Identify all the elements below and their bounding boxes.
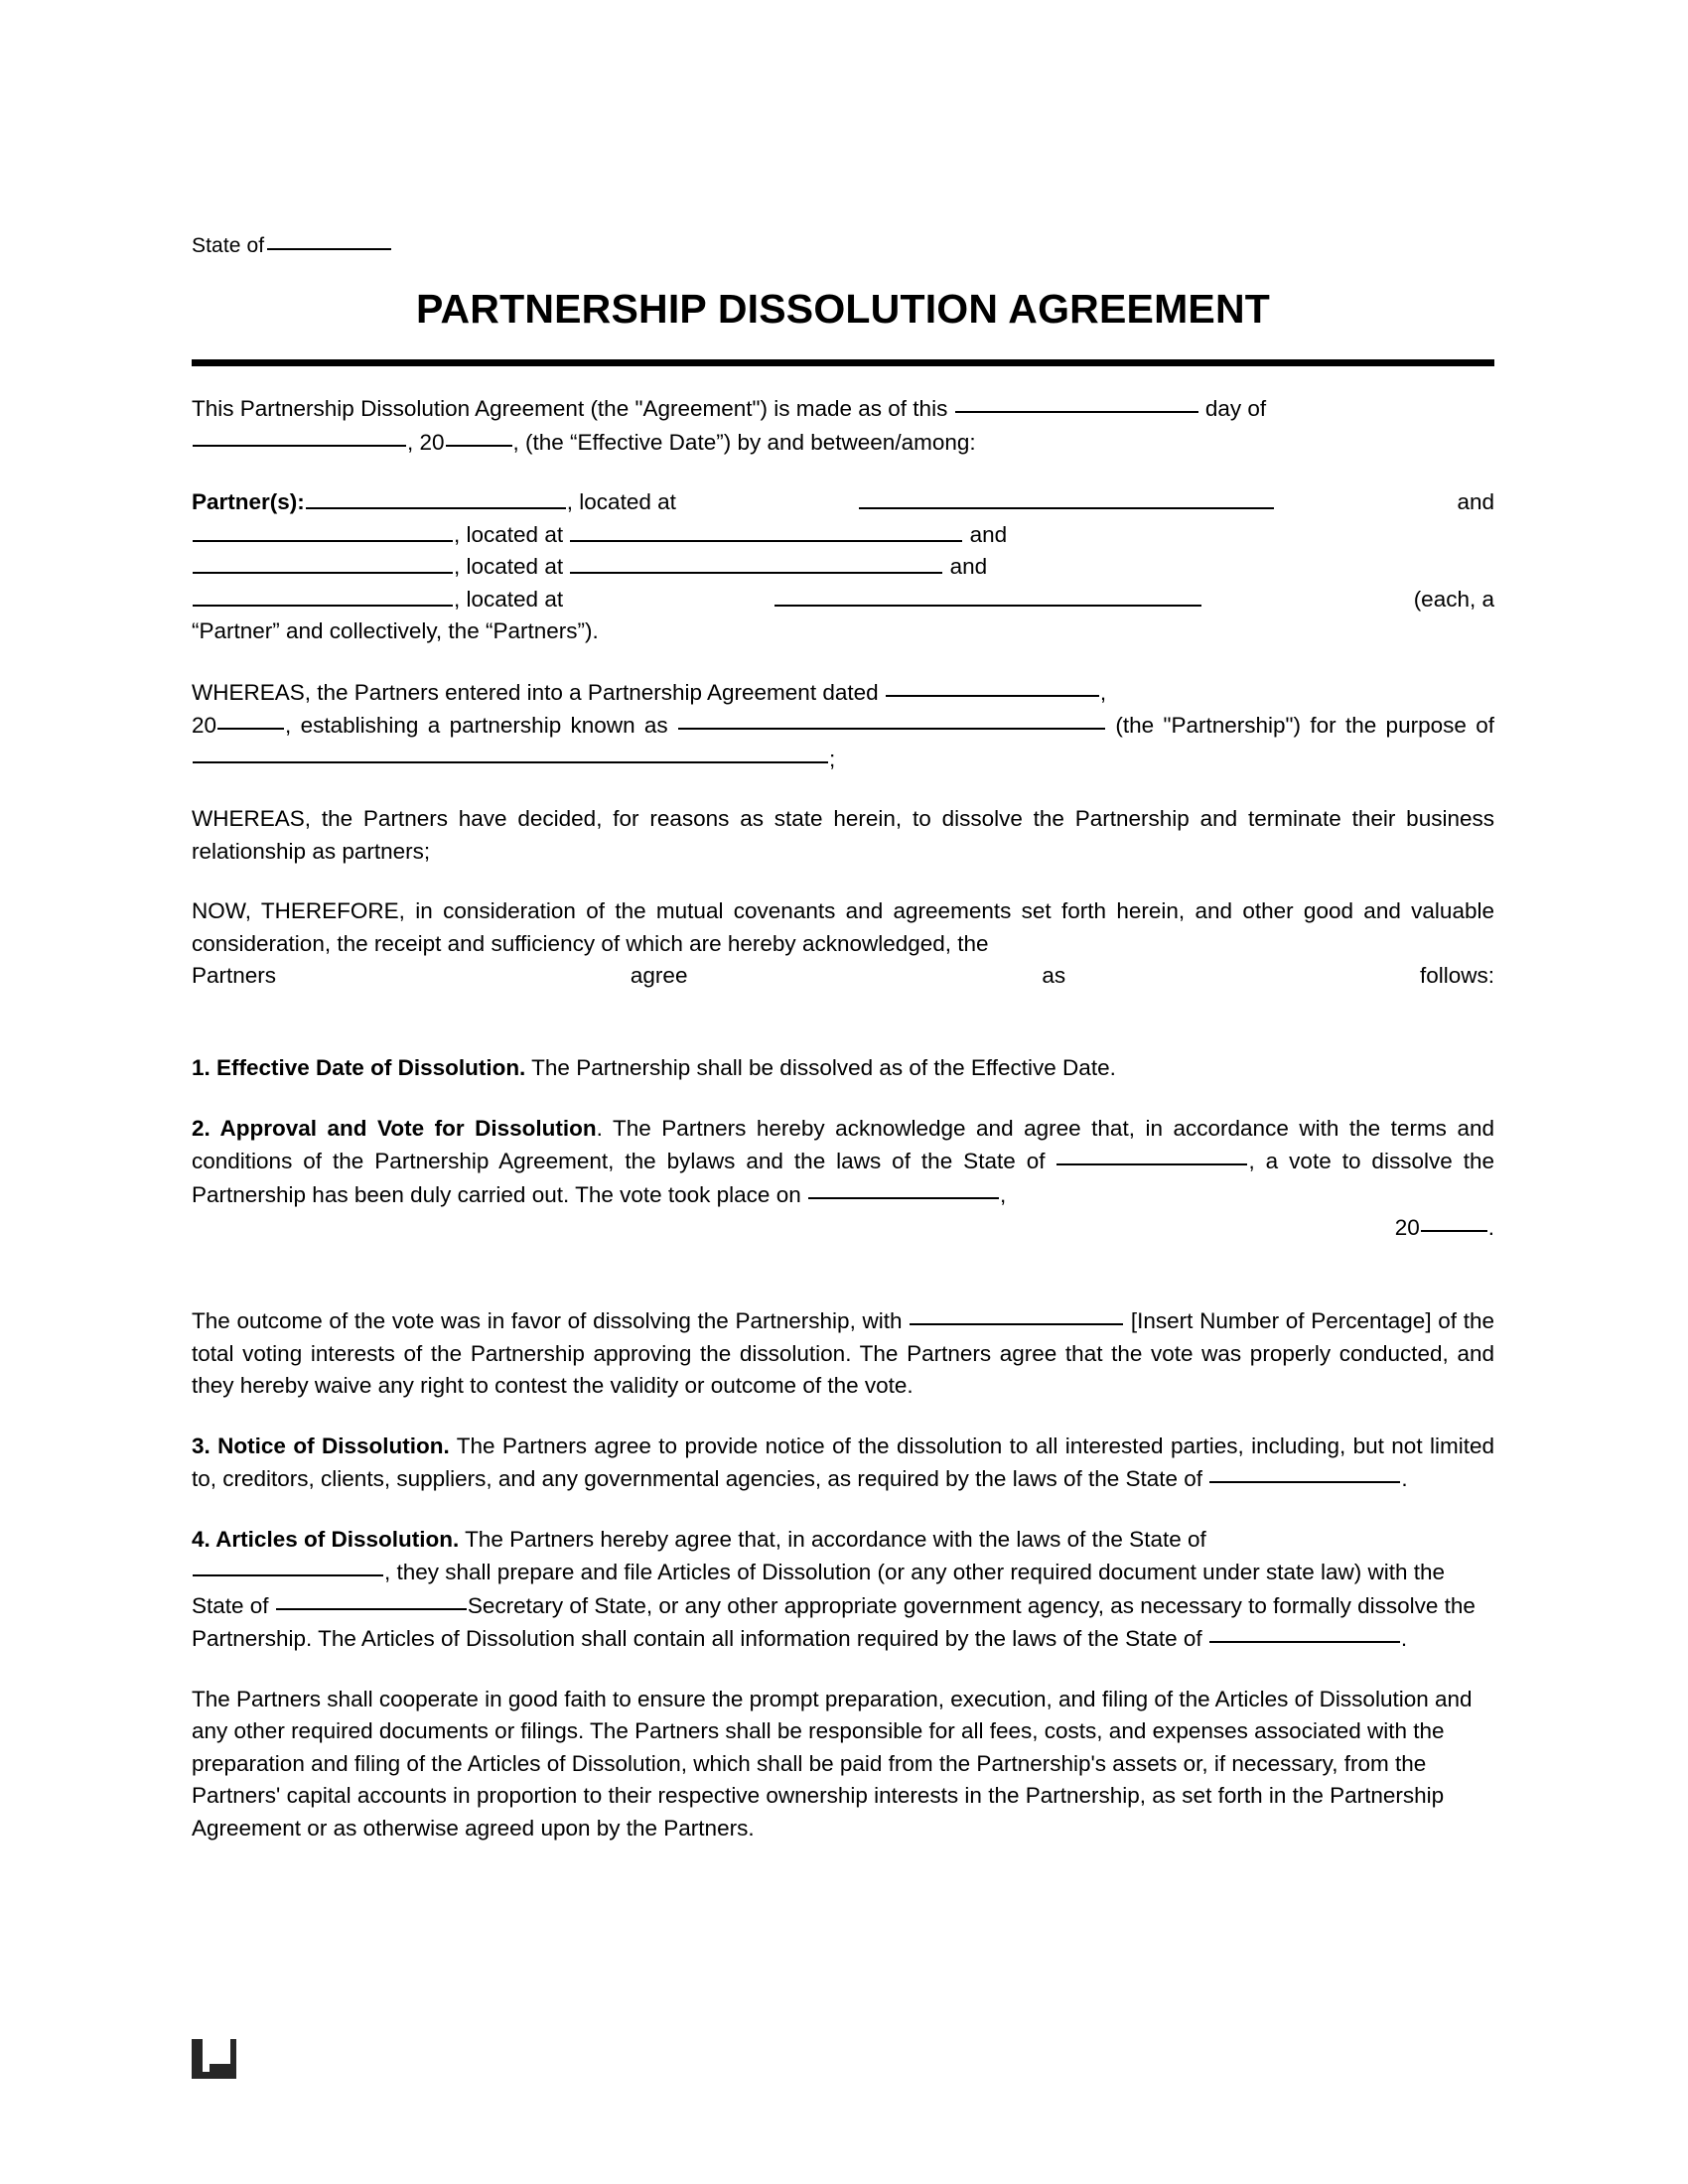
section-2-text-e: . [1487,1215,1494,1240]
whereas-1-text-5: (the "Partnership") for the purpose of [1115,713,1494,738]
partner-1-sep: , [566,489,580,514]
section-3-heading: 3. Notice of Dissolution. [192,1433,450,1458]
whereas-1-paragraph [192,676,1494,776]
vote-outcome-text-2: [Insert Number of Percentage] of the total voting interests of the Partnership approving the dissolution. The Partners agree that the vote was properly conducted, and they hereby waive any right to contest the validity or outcome of the vote. [192,1308,1494,1398]
partner-2-sep: , [454,521,467,547]
now-therefore-text-2: Partners agree as follows: [192,963,1494,988]
partner-3-address-blank[interactable] [570,553,942,574]
section-3-text-b: . [1401,1466,1408,1491]
vote-outcome-paragraph [192,1304,1494,1403]
partner-4-located-label: located at [466,586,564,612]
document-body [192,392,1494,1872]
section-2-text-a: . The Partners hereby acknowledge and agree that, in accordance with the terms and conditions of the Partnership Agreement, the bylaws and the laws of the State of [192,1115,1494,1173]
state-of-line [192,234,391,258]
partner-4-each-a: (each, a [1413,586,1494,612]
whereas-1-name-blank[interactable] [678,709,1105,730]
section-2-heading: 2. Approval and Vote for Dissolution [192,1115,597,1141]
section-4-state-blank-3[interactable] [1209,1622,1400,1643]
section-3-state-blank[interactable] [1209,1462,1400,1483]
section-2 [192,1113,1494,1278]
partner-3-name-blank[interactable] [193,553,453,574]
intro-day-blank[interactable] [955,392,1198,413]
whereas-1-text-4: , establishing a partnership known as [285,713,668,738]
partner-3-and: and [949,554,988,579]
section-2-text-b: , a vote to dissolve the Partnership has been duly carried out. The vote took place on [192,1149,1494,1207]
section-4-state-blank-2[interactable] [276,1589,467,1610]
vote-outcome-text-1: The outcome of the vote was in favor of dissolving the Partnership, with [192,1308,903,1333]
logo-cut-bottom [185,2079,236,2085]
intro-text-2: day of [1204,396,1267,421]
state-of-label: State of [192,234,265,257]
partners-closing-text: “Partner” and collectively, the “Partners”). [192,618,599,643]
section-2-year-line [192,1211,1494,1277]
whereas-1-date-blank[interactable] [886,676,1099,697]
section-4-heading: 4. Articles of Dissolution. [192,1526,460,1552]
partner-4-sep: , [454,586,467,612]
title-divider [192,359,1494,366]
partner-2-located-label: located at [466,521,564,547]
intro-text-3: , 20 [407,429,445,455]
now-therefore-paragraph [192,895,1494,1024]
partner-2-name-blank[interactable] [193,521,453,542]
section-3-text-a: The Partners agree to provide notice of the dissolution to all interested parties, including, but not limited to, creditors, clients, suppliers, and any governmental agencies, as required by the laws of the State of [192,1433,1494,1491]
whereas-2-paragraph: WHEREAS, the Partners have decided, for reasons as state herein, to dissolve the Partnership and terminate their business relationship as partners; [192,806,1494,864]
legal-templates-logo-icon [185,2033,236,2085]
cooperation-paragraph: The Partners shall cooperate in good faith to ensure the prompt preparation, execution, and filing of the Articles of Dissolution and any other required documents or filings. The Partners shall be responsible for all fees, costs, and expenses associated with the preparation and filing of the Articles of Dissolution, which shall be paid from the Partnership's assets or, if necessary, from the Partners' capital accounts in proportion to their respective ownership interests in the Partnership, as set forth in the Partnership Agreement or as otherwise agreed upon by the Partners. [192,1686,1473,1841]
whereas-1-purpose-blank[interactable] [193,743,828,763]
logo-cut-stem [203,2039,210,2072]
now-therefore-text-1: NOW, THEREFORE, in consideration of the mutual covenants and agreements set forth herein, and other good and valuable consideration, the receipt and sufficiency of which are hereby acknowledged, the [192,898,1494,956]
section-2-text-d: 20 [1394,1215,1420,1240]
partner-1-located-label: located at [579,489,676,514]
partner-1-name-blank[interactable] [306,488,566,509]
partner-4-name-blank[interactable] [193,586,453,607]
partners-block [192,486,1494,648]
intro-year-blank[interactable] [446,426,512,447]
section-2-year-blank[interactable] [1421,1211,1487,1232]
state-of-blank[interactable] [267,248,391,250]
section-4-text-c: Secretary of State, or any other appropriate government agency, as necessary to formally dissolve the Partnership. The Articles of Dissolution shall contain all information required by the laws of the State of [192,1592,1476,1651]
partner-4-address-blank[interactable] [774,586,1201,607]
section-2-date-blank[interactable] [808,1178,999,1199]
partner-row-closing [192,615,1494,648]
partners-label: Partner(s): [192,489,305,514]
logo-cut-right [210,2039,230,2064]
section-2-text-c: , [999,1181,1007,1207]
page-title: PARTNERSHIP DISSOLUTION AGREEMENT [415,286,1271,332]
section-2-state-blank[interactable] [1056,1145,1247,1165]
partner-3-located-label: located at [466,554,564,579]
intro-text-1: This Partnership Dissolution Agreement (the "Agreement") is made as of this [192,396,948,421]
partner-row-1 [192,486,1494,519]
section-4-state-blank-1[interactable] [193,1556,383,1576]
section-4-text-b: , they shall prepare and file Articles of Dissolution (or any other required document under state law) with the State of [192,1560,1446,1618]
section-1 [192,1052,1494,1085]
whereas-1-text-1: WHEREAS, the Partners entered into a Partnership Agreement dated [192,679,879,705]
partner-1-and: and [1457,489,1495,514]
partner-row-3 [192,551,1494,584]
section-4-text-a: The Partners hereby agree that, in accordance with the laws of the State of [459,1526,1206,1552]
logo-cut-left [185,2033,192,2085]
partner-row-4 [192,584,1494,616]
partner-2-address-blank[interactable] [570,521,962,542]
partner-3-sep: , [454,554,467,579]
intro-month-blank[interactable] [193,426,406,447]
partner-row-2 [192,519,1494,552]
section-1-heading: 1. Effective Date of Dissolution. [192,1055,526,1080]
section-4 [192,1524,1494,1656]
whereas-1-text-3: 20 [192,713,217,738]
whereas-1-text-6: ; [829,746,836,771]
vote-percentage-blank[interactable] [910,1304,1123,1325]
section-1-text: The Partnership shall be dissolved as of the Effective Date. [525,1055,1116,1080]
intro-paragraph [192,392,1494,459]
whereas-1-year-blank[interactable] [217,709,284,730]
intro-text-4: , (the “Effective Date”) by and between/among: [512,429,976,455]
partner-2-and: and [969,521,1008,547]
whereas-1-text-2: , [1099,679,1107,705]
section-3 [192,1431,1494,1496]
partner-1-address-blank[interactable] [859,488,1274,509]
section-4-text-d: . [1400,1626,1408,1651]
